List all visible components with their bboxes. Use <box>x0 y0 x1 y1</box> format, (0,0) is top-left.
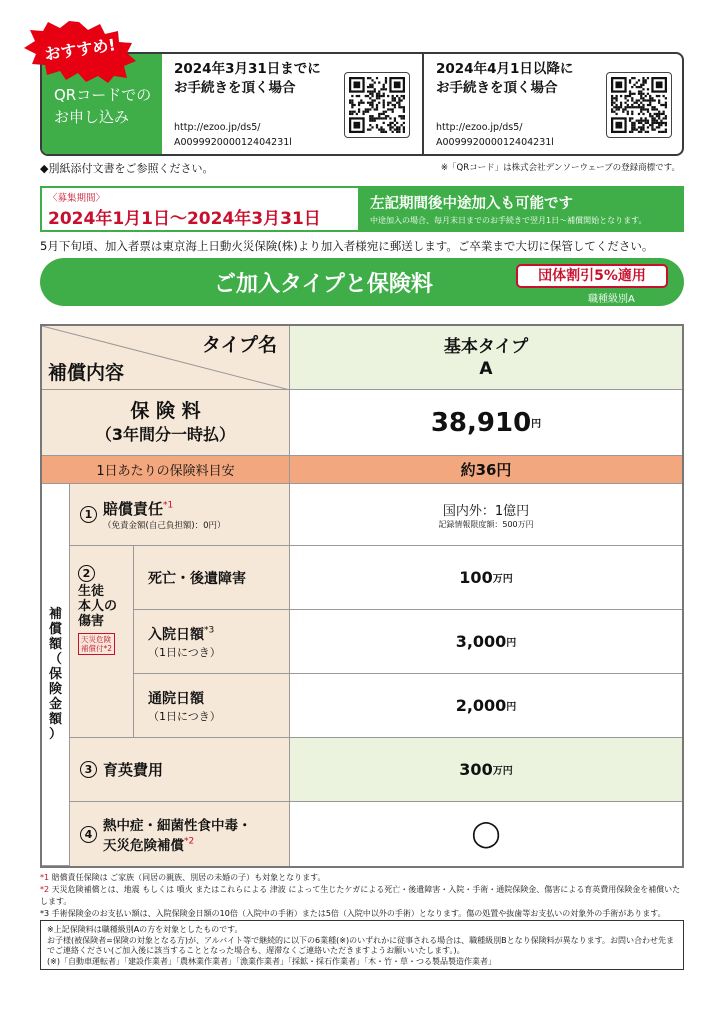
qr-before-url[interactable]: http://ezoo.jp/ds5/ A009992000012404231l <box>174 122 292 148</box>
heatstroke-value-cell <box>290 802 682 866</box>
circled-number-icon: 3 <box>80 761 97 778</box>
scholarship-value-cell: 300 万円 <box>290 738 682 802</box>
vertical-label-char: （ <box>48 652 62 667</box>
outpatient-value-cell: 2,000 円 <box>290 674 682 738</box>
qr-after-column <box>424 54 684 154</box>
injury-group-line: 本人の <box>78 599 118 614</box>
mail-note: 5月下旬頃、加入者票は東京海上日動火災保険(株)より加入者様宛に郵送します。ご卒業まで大切に保管してください。 <box>40 239 654 253</box>
premium-value: 38,910 <box>430 407 532 438</box>
death-label-cell: 死亡・後遺障害 <box>134 546 290 610</box>
premium-value-cell: 38,910 円 <box>290 390 682 456</box>
premium-label-cell: 保 険 料 （3年間分一時払） <box>42 390 290 456</box>
header-type-label: タイプ名 <box>201 334 277 356</box>
circled-number-icon: 1 <box>80 506 97 523</box>
header-left-cell <box>42 326 290 390</box>
mid-join-note: 中途加入の場合、毎月末日までのお手続きで翌月1日〜補償開始となります。 <box>370 216 647 225</box>
qr-method-text: QRコードでの お申し込み <box>54 86 152 126</box>
basic-type-header: 基本タイプ A <box>290 326 682 390</box>
qr-before-column <box>162 54 424 154</box>
daily-value-cell <box>290 456 682 484</box>
qr-code-icon <box>349 77 405 133</box>
attachment-note: ◆別紙添付文書をご参照ください。 <box>40 162 214 175</box>
hospital-value-cell: 3,000 円 <box>290 610 682 674</box>
hospital-label-cell: 入院日額$^{*3}$ （1日につき） <box>134 610 290 674</box>
vertical-label-char: 保 <box>48 667 62 682</box>
qr-code-icon[interactable] <box>606 72 672 138</box>
qr-after-url[interactable]: http://ezoo.jp/ds5/ A009992000012404231l <box>436 122 554 148</box>
mid-join-title: 左記期間後中途加入も可能です <box>370 196 573 212</box>
daily-label-cell: 1日あたりの保険料目安 <box>42 456 290 484</box>
qr-code-icon[interactable] <box>344 72 410 138</box>
coverage-table <box>40 324 684 868</box>
vertical-label-char: ） <box>48 727 62 742</box>
recommend-badge: おすすめ! <box>20 20 138 84</box>
included-mark: ◯ <box>471 819 501 849</box>
scholarship-label-cell: 3 育英費用 <box>70 738 290 802</box>
vertical-label-char: 補 <box>48 607 62 622</box>
application-period <box>40 186 684 232</box>
coverage-amount-vertical-label <box>42 484 70 866</box>
disaster-badge: 天災危険 補償付*2 <box>78 633 115 655</box>
circled-number-icon: 2 <box>78 565 95 582</box>
vertical-label-char: 償 <box>48 622 62 637</box>
outpatient-label-cell: 通院日額 （1日につき） <box>134 674 290 738</box>
qr-after-title: 2024年4月1日以降に お手続きを頂く場合 <box>436 61 574 96</box>
heatstroke-label-cell: 4 熱中症・細菌性食中毒・ 天災危険補償$^{*2}$ <box>70 802 290 866</box>
occupation-class: 職種級別A <box>588 294 635 305</box>
daily-value: 約36円 <box>460 461 512 479</box>
period-label: 〈募集期間〉 <box>48 193 106 204</box>
injury-group-line: 生徒 <box>78 584 105 599</box>
circled-number-icon: 4 <box>80 826 97 843</box>
footnotes: *1 賠償責任保険は ご家族（同居の親族、別居の未婚の子）も対象となります。 *2 天災危険補償とは、地震 もしくは 噴火 またはこれらによる 津波 によって生じたケガによる死亡・後遺障害・入院・手術・通院保険金、傷害による育英費用保険金を補償いたします。 *3 手術保険金のお支払い額は、入院保険金日額の10倍（入院中の手術）または5倍（入院中以外の手術）となります。傷の処置や抜歯等お支払いの対象外の手術があります。 <box>40 873 681 918</box>
liability-label-cell: 1 賠償責任$^{*1}$ （免責金額(自己負担額)：0円） <box>70 484 290 546</box>
injury-group-cell <box>70 546 134 738</box>
banner-title: ご加入タイプと保険料 <box>214 272 433 297</box>
liability-value-cell: 国内外：1億円 記録情報限度額：500万円 <box>290 484 682 546</box>
death-value-cell: 100 万円 <box>290 546 682 610</box>
vertical-label-char: 額 <box>48 712 62 727</box>
qr-before-title: 2024年3月31日までに お手続きを頂く場合 <box>174 61 321 96</box>
type-premium-banner <box>40 258 684 306</box>
discount-badge: 団体割引5%適用 <box>516 264 668 288</box>
vertical-label-char: 険 <box>48 682 62 697</box>
occupation-note-box: ※上記保険料は職種級別Aの方を対象としたものです。 お子様(被保険者=保険の対象となる方)が、アルバイト等で継続的に以下の6業種(※)のいずれかに従事される場合は、職種級別Bとなり保険料が異なります。お問い合わせ先までご連絡ください(ご加入後に該当することとなった場合も、遅滞なくご連絡いただきますようお願いいたします。)。 (※)「自動車運転者」「建設作業者」「農林業作業者」「漁業作業者」「採鉱・採石作業者」「木・竹・草・つる製品製造作業者」 <box>40 920 684 970</box>
qr-code-icon <box>611 77 667 133</box>
vertical-label-char: 額 <box>48 637 62 652</box>
vertical-label-char: 金 <box>48 697 62 712</box>
header-coverage-label: 補償内容 <box>48 362 125 384</box>
period-dates: 2024年1月1日〜2024年3月31日 <box>48 209 321 229</box>
injury-group-line: 傷害 <box>78 614 105 629</box>
trademark-note: ※「QRコード」は株式会社デンソーウェーブの登録商標です。 <box>440 163 680 173</box>
period-dates-panel <box>42 188 358 230</box>
